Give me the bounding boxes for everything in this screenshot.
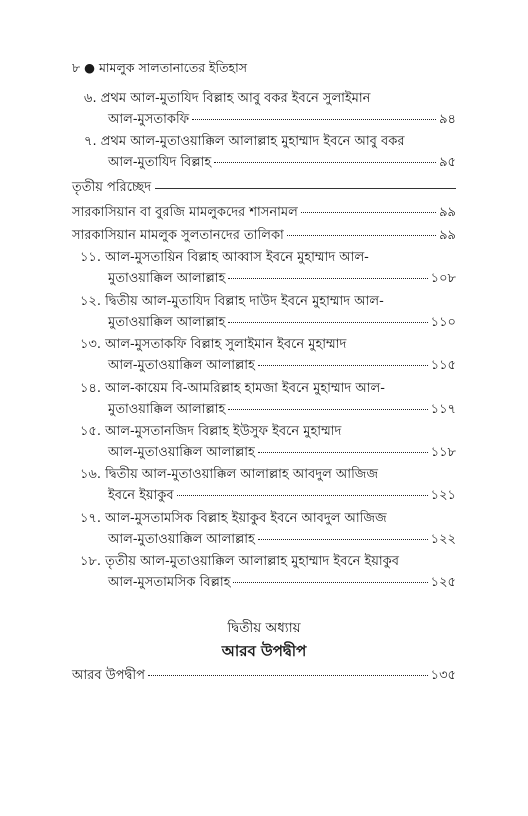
dot-leader	[214, 162, 436, 163]
entry-number: ১১.	[80, 250, 102, 265]
toc-entry-line	[80, 295, 384, 308]
dot-leader	[258, 365, 428, 366]
entry-title: আরব উপদ্বীপ	[72, 668, 145, 683]
toc-entry-row[interactable]	[108, 576, 456, 589]
dot-leader	[148, 675, 428, 676]
entry-number: ১৮.	[80, 554, 102, 569]
page-number: ১২৫	[430, 575, 456, 590]
page-number: ৯৯	[439, 205, 456, 220]
page-number: ১০৮	[430, 271, 456, 286]
dot-leader	[258, 539, 428, 540]
section-title: তৃতীয় পরিচ্ছেদ	[72, 180, 152, 195]
running-head: ৮ ● মামলুক সালতানাতের ইতিহাস	[72, 60, 247, 75]
entry-title-cont: আল-মুতাওয়াক্কিল আলাল্লাহ	[108, 445, 255, 460]
entry-title-cont: আল-মুতাওয়াক্কিল আলাল্লাহ	[108, 358, 255, 373]
entry-number: ১৭.	[80, 511, 102, 526]
page-number: ৯৯	[439, 228, 456, 243]
entry-title: প্রথম আল-মুতাওয়াক্কিল আলাল্লাহ মুহাম্মাদ ইবনে আবু বকর	[100, 134, 405, 149]
toc-entry-line	[80, 425, 341, 438]
toc-entry-row[interactable]	[108, 156, 456, 169]
entry-title: আল-মুসতানজিদ বিল্লাহ ইউসুফ ইবনে মুহাম্মাদ	[105, 424, 342, 439]
toc-entry-line	[80, 338, 346, 351]
entry-title: দ্বিতীয় আল-মুতাওয়াক্কিল আলাল্লাহ আবদুল আজিজ	[105, 467, 379, 482]
toc-entry-row[interactable]	[108, 316, 456, 329]
toc-entry-line	[84, 135, 405, 148]
entry-number: ১৫.	[80, 424, 102, 439]
toc-entry-row[interactable]	[108, 272, 456, 285]
toc-entry-row[interactable]	[72, 206, 456, 219]
entry-number: ১৩.	[80, 337, 102, 352]
page-number: ১১৫	[430, 358, 456, 373]
page-number: ১১৭	[430, 402, 456, 417]
entry-title-cont: ইবনে ইয়াকুব	[108, 488, 174, 503]
toc-entry-row[interactable]	[72, 669, 456, 682]
entry-title: আল-মুসতামসিক বিল্লাহ ইয়াকুব ইবনে আবদুল আজিজ	[105, 511, 387, 526]
dot-leader	[228, 322, 427, 323]
chapter-title: আরব উপদ্বীপ	[221, 642, 307, 660]
entry-number: ১৪.	[80, 381, 102, 396]
toc-entry-row[interactable]	[108, 403, 456, 416]
entry-title-cont: মুতাওয়াক্কিল আলাল্লাহ	[108, 271, 226, 286]
entry-title-cont: আল-মুতাওয়াক্কিল আলাল্লাহ	[108, 532, 255, 547]
page-number: ১২২	[430, 532, 456, 547]
toc-entry-row[interactable]	[108, 359, 456, 372]
toc-entry-line	[80, 251, 369, 264]
toc-entry-row[interactable]	[108, 533, 456, 546]
toc-entry-row[interactable]	[72, 229, 456, 242]
entry-title: সারকাসিয়ান মামলুক সুলতানদের তালিকা	[72, 228, 284, 243]
page-number: ১১৮	[430, 445, 456, 460]
dot-leader	[177, 495, 428, 496]
toc-entry-line	[80, 382, 385, 395]
section-label	[72, 178, 456, 199]
dot-leader	[287, 235, 436, 236]
entry-title-cont: আল-মুসতামসিক বিল্লাহ	[108, 575, 231, 590]
entry-number: ১২.	[80, 294, 102, 309]
entry-title-cont: আল-মুতাযিদ বিল্লাহ	[108, 155, 212, 170]
dot-leader	[192, 119, 436, 120]
entry-title-cont: মুতাওয়াক্কিল আলাল্লাহ	[108, 315, 226, 330]
toc-entry-row[interactable]	[108, 446, 456, 459]
dot-leader	[258, 452, 428, 453]
entry-title: আল-মুসতায়িন বিল্লাহ আব্বাস ইবনে মুহাম্মাদ আল-	[105, 250, 369, 265]
dot-leader	[233, 582, 427, 583]
toc-entry-row[interactable]	[108, 489, 456, 502]
entry-title: প্রথম আল-মুতাযিদ বিল্লাহ আবু বকর ইবনে সুলাইমান	[100, 91, 371, 106]
toc-entry-row[interactable]	[108, 113, 456, 126]
entry-title-cont: মুতাওয়াক্কিল আলাল্লাহ	[108, 402, 226, 417]
toc-entry-line	[80, 468, 378, 481]
dot-leader	[301, 212, 436, 213]
entry-title: দ্বিতীয় আল-মুতাযিদ বিল্লাহ দাউদ ইবনে মুহাম্মাদ আল-	[105, 294, 384, 309]
entry-title: তৃতীয় আল-মুতাওয়াক্কিল আলাল্লাহ মুহাম্মাদ ইবনে ইয়াকুব	[105, 554, 399, 569]
entry-title: সারকাসিয়ান বা বুরজি মামলুকদের শাসনামল	[72, 205, 298, 220]
entry-number: ৭.	[84, 134, 97, 149]
entry-title-cont: আল-মুসতাকফি	[108, 112, 190, 127]
entry-title: আল-কায়েম বি-আমরিল্লাহ হামজা ইবনে মুহাম্মাদ আল-	[105, 381, 385, 396]
page-number: ১১০	[430, 315, 456, 330]
page-number: ৯৫	[439, 155, 456, 170]
page-number: ১২১	[430, 488, 456, 503]
chapter-number: দ্বিতীয় অধ্যায়	[227, 620, 301, 636]
entry-number: ৬.	[84, 91, 97, 106]
page-number: ১৩৫	[430, 668, 456, 683]
toc-entry-line	[80, 512, 387, 525]
entry-number: ১৬.	[80, 467, 102, 482]
dot-leader	[228, 278, 427, 279]
toc-entry-line	[80, 555, 399, 568]
section-rule	[155, 188, 456, 189]
dot-leader	[228, 409, 427, 410]
entry-title: আল-মুসতাকফি বিল্লাহ সুলাইমান ইবনে মুহাম্মাদ	[105, 337, 347, 352]
page-number: ৯৪	[439, 112, 456, 127]
toc-entry-line	[84, 92, 370, 105]
